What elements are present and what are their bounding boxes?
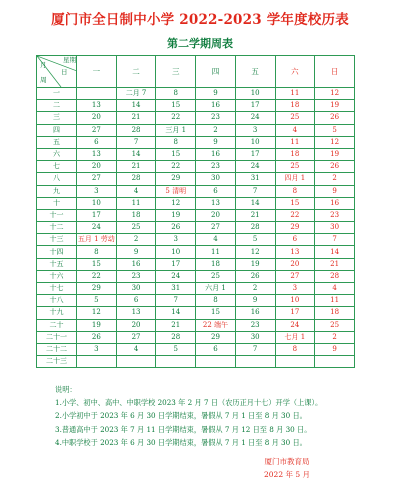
week-number-cell: 二十二 [37,343,77,355]
week-number-cell: 十九 [37,307,77,319]
week-row [37,209,355,221]
day-cell: 25 [116,222,156,234]
day-cell: 27 [116,331,156,343]
week-row [37,234,355,246]
day-cell: 8 [156,88,196,100]
day-cell: 22 [156,112,196,124]
day-cell: 14 [156,307,196,319]
day-header-wed: 三 [156,56,196,88]
day-cell: 2 [116,234,156,246]
day-cell: 13 [196,197,236,209]
week-row [37,88,355,100]
day-cell: 4 [315,283,355,295]
day-cell: 三月 1 [156,124,196,136]
day-cell: 5 [235,234,275,246]
day-cell [77,88,117,100]
day-cell: 7 [156,295,196,307]
day-cell: 9 [235,295,275,307]
week-number-cell: 二十一 [37,331,77,343]
week-row [37,246,355,258]
day-cell: 4 [196,234,236,246]
day-cell: 9 [315,343,355,355]
day-cell: 23 [235,319,275,331]
day-cell: 22 [275,209,315,221]
day-cell: 12 [235,246,275,258]
day-cell [116,356,156,368]
day-cell: 30 [315,222,355,234]
day-cell: 七月 1 [275,331,315,343]
notes-heading: 说明： [55,385,77,394]
day-cell: 3 [235,124,275,136]
day-cell: 24 [235,112,275,124]
day-cell: 21 [116,161,156,173]
notes-section [55,383,395,449]
corner-cell [37,56,77,88]
week-number-cell: 八 [37,173,77,185]
day-cell: 21 [235,209,275,221]
day-header-thu: 四 [196,56,236,88]
day-cell: 24 [275,319,315,331]
day-cell: 25 [275,161,315,173]
day-cell: 17 [275,307,315,319]
day-cell: 5 清明 [156,185,196,197]
day-cell: 10 [235,136,275,148]
day-cell: 9 [116,246,156,258]
day-cell: 五月 1 劳动 [77,234,117,246]
week-number-cell: 二十 [37,319,77,331]
day-cell: 11 [315,295,355,307]
day-cell: 3 [77,185,117,197]
day-cell: 25 [315,319,355,331]
day-cell [156,356,196,368]
day-cell: 15 [156,148,196,160]
day-cell: 17 [77,209,117,221]
week-row [37,343,355,355]
day-cell: 14 [116,100,156,112]
calendar-table [36,55,355,368]
day-cell: 二月 7 [116,88,156,100]
day-cell: 16 [196,100,236,112]
day-cell: 31 [156,283,196,295]
day-cell: 10 [77,197,117,209]
day-cell: 24 [235,161,275,173]
day-cell: 29 [77,283,117,295]
day-cell: 17 [235,100,275,112]
day-cell: 6 [196,185,236,197]
day-cell: 20 [116,319,156,331]
day-cell: 19 [77,319,117,331]
week-number-cell: 十六 [37,270,77,282]
day-cell: 15 [275,197,315,209]
week-number-cell: 三 [37,112,77,124]
day-cell: 25 [275,112,315,124]
day-cell: 31 [235,173,275,185]
day-cell [315,356,355,368]
day-cell: 28 [156,331,196,343]
day-cell: 14 [315,246,355,258]
day-cell: 20 [196,209,236,221]
note-item: 4.中职学校于 2023 年 6 月 30 日学期结束，暑假从 7 月 1 日至 8 月 30 日。 [55,437,307,447]
day-cell: 8 [275,343,315,355]
day-cell: 15 [77,258,117,270]
day-cell: 六月 1 [196,283,236,295]
day-cell: 23 [116,270,156,282]
day-cell: 8 [156,136,196,148]
day-cell: 20 [77,112,117,124]
note-item: 1.小学、初中、高中、中职学校 2023 年 2 月 7 日（农历正月十七）开学（上课）。 [55,398,323,408]
day-cell: 26 [156,222,196,234]
day-cell: 21 [116,112,156,124]
day-cell: 15 [196,307,236,319]
week-row [37,258,355,270]
day-cell: 21 [156,319,196,331]
day-cell: 28 [315,270,355,282]
day-cell: 30 [116,283,156,295]
day-cell: 4 [116,185,156,197]
header-row [37,56,355,88]
day-cell: 30 [235,331,275,343]
day-cell: 26 [235,270,275,282]
week-number-cell: 二 [37,100,77,112]
day-cell: 30 [196,173,236,185]
day-cell: 27 [77,173,117,185]
day-cell: 9 [315,185,355,197]
day-cell: 13 [116,307,156,319]
day-cell: 16 [196,148,236,160]
week-row [37,148,355,160]
day-cell: 24 [156,270,196,282]
day-cell: 23 [196,161,236,173]
day-cell: 4 [116,343,156,355]
day-cell: 18 [116,209,156,221]
day-cell: 8 [275,185,315,197]
week-number-cell: 七 [37,161,77,173]
week-number-cell: 六 [37,148,77,160]
week-row [37,136,355,148]
day-cell: 13 [77,148,117,160]
week-number-cell: 二十三 [37,356,77,368]
day-cell: 27 [77,124,117,136]
day-cell: 20 [275,258,315,270]
day-cell: 7 [235,343,275,355]
day-cell: 25 [196,270,236,282]
day-cell: 24 [77,222,117,234]
day-cell: 16 [315,197,355,209]
day-cell: 22 端午 [196,319,236,331]
day-cell: 21 [315,258,355,270]
day-cell: 16 [235,307,275,319]
note-item: 3.普通高中于 2023 年 7 月 11 日学期结束，暑假从 7 月 12 日至 8 月 30 日。 [55,424,312,434]
corner-label-month: 月 [40,61,47,69]
week-row [37,356,355,368]
day-cell: 11 [275,136,315,148]
day-header-sat: 六 [275,56,315,88]
week-number-cell: 十一 [37,209,77,221]
day-cell: 22 [77,270,117,282]
week-number-cell: 九 [37,185,77,197]
day-cell: 7 [235,185,275,197]
day-cell: 18 [196,258,236,270]
day-cell: 5 [315,124,355,136]
day-cell: 28 [116,124,156,136]
week-number-cell: 十八 [37,295,77,307]
day-cell: 11 [275,88,315,100]
day-cell: 2 [196,124,236,136]
day-cell: 19 [315,148,355,160]
day-cell: 23 [315,209,355,221]
week-row [37,331,355,343]
day-header-fri: 五 [235,56,275,88]
week-number-cell: 十七 [37,283,77,295]
day-cell [235,356,275,368]
day-cell: 29 [156,173,196,185]
day-cell: 26 [315,112,355,124]
day-cell [275,356,315,368]
day-cell: 13 [275,246,315,258]
day-cell: 9 [196,136,236,148]
day-cell: 4 [275,124,315,136]
corner-label-week: 周 [40,76,47,84]
day-cell: 12 [315,136,355,148]
day-header-tue: 二 [116,56,156,88]
day-cell: 10 [235,88,275,100]
day-cell: 10 [275,295,315,307]
day-header-mon: 一 [77,56,117,88]
week-row [37,112,355,124]
week-number-cell: 十四 [37,246,77,258]
signature-date: 2022 年 5 月 [264,470,311,479]
day-cell: 3 [275,283,315,295]
day-cell: 23 [196,112,236,124]
day-cell: 8 [77,246,117,258]
week-row [37,295,355,307]
week-row [37,161,355,173]
week-number-cell: 十 [37,197,77,209]
day-cell: 5 [156,343,196,355]
week-row [37,173,355,185]
day-cell: 16 [116,258,156,270]
day-cell: 28 [235,222,275,234]
week-number-cell: 四 [37,124,77,136]
day-cell: 8 [196,295,236,307]
week-number-cell: 十三 [37,234,77,246]
day-cell: 15 [156,100,196,112]
day-cell: 6 [196,343,236,355]
day-cell: 3 [77,343,117,355]
day-cell: 27 [196,222,236,234]
day-cell: 26 [315,161,355,173]
day-cell: 7 [315,234,355,246]
page-subtitle: 第二学期周表 [167,37,233,50]
day-cell: 19 [156,209,196,221]
day-cell: 10 [156,246,196,258]
day-cell: 2 [235,283,275,295]
day-cell: 14 [116,148,156,160]
page-title: 厦门市全日制中小学 2022-2023 学年度校历表 [51,12,349,28]
day-cell: 22 [156,161,196,173]
week-number-cell: 十二 [37,222,77,234]
corner-label-day: 日 [61,68,68,76]
week-row [37,100,355,112]
week-row [37,307,355,319]
day-cell: 29 [196,331,236,343]
day-cell: 17 [235,148,275,160]
day-cell: 27 [275,270,315,282]
day-cell: 12 [315,88,355,100]
day-cell: 17 [156,258,196,270]
day-cell: 6 [77,136,117,148]
signature-org: 厦门市教育局 [264,457,310,466]
note-item: 2.小学初中于 2023 年 6 月 30 日学期结束，暑假从 7 月 1 日至 8 月 30 日。 [55,411,307,421]
day-cell: 14 [235,197,275,209]
day-cell: 四月 1 [275,173,315,185]
day-cell [196,356,236,368]
day-cell: 19 [315,100,355,112]
day-cell: 26 [77,331,117,343]
day-cell: 11 [196,246,236,258]
day-cell: 9 [196,88,236,100]
week-row [37,319,355,331]
day-cell: 18 [275,100,315,112]
day-cell: 28 [116,173,156,185]
week-number-cell: 一 [37,88,77,100]
week-number-cell: 五 [37,136,77,148]
day-cell: 2 [315,331,355,343]
week-row [37,283,355,295]
day-cell: 20 [77,161,117,173]
week-number-cell: 十五 [37,258,77,270]
day-cell: 12 [156,197,196,209]
week-row [37,124,355,136]
day-header-sun: 日 [315,56,355,88]
day-cell: 13 [77,100,117,112]
day-cell: 19 [235,258,275,270]
day-cell: 12 [77,307,117,319]
week-row [37,270,355,282]
day-cell: 3 [156,234,196,246]
week-row [37,185,355,197]
day-cell: 5 [77,295,117,307]
day-cell: 7 [116,136,156,148]
day-cell [77,356,117,368]
day-cell: 2 [315,173,355,185]
day-cell: 18 [315,307,355,319]
day-cell: 29 [275,222,315,234]
signature-block [264,455,310,481]
day-cell: 6 [116,295,156,307]
week-row [37,197,355,209]
day-cell: 11 [116,197,156,209]
corner-label-weekday: 星期 [63,56,76,64]
week-row [37,222,355,234]
calendar-body [37,88,355,368]
day-cell: 6 [275,234,315,246]
day-cell: 18 [275,148,315,160]
